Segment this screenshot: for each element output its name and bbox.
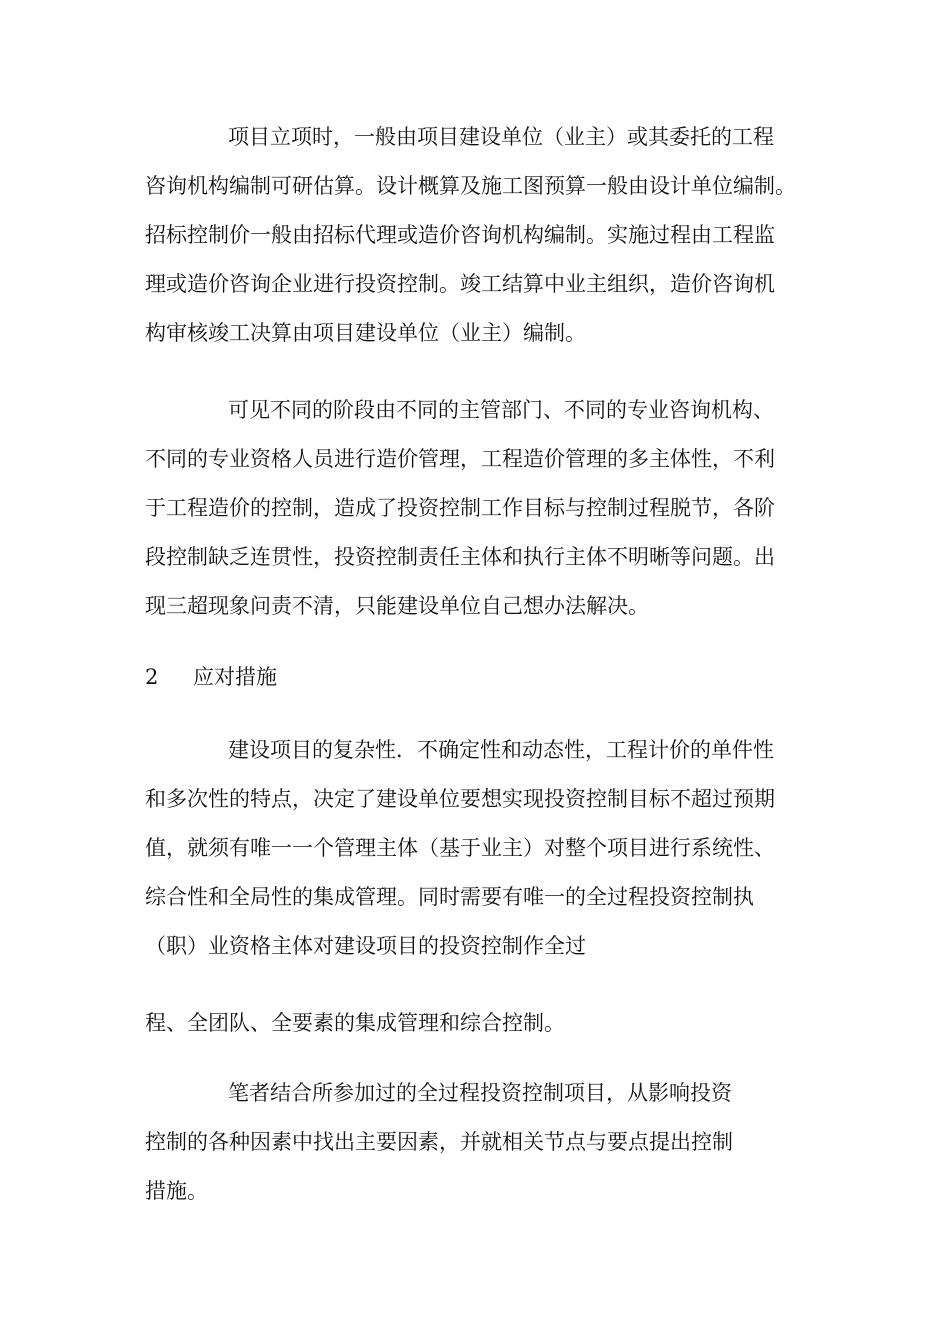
paragraph-3-line-1: 建设项目的复杂性．不确定性和动态性，工程计价的单件性 — [228, 738, 774, 762]
paragraph-1-line-5: 构审核竣工决算由项目建设单位（业主）编制。 — [145, 321, 586, 345]
paragraph-5-line-2: 控制的各种因素中找出主要因素，并就相关节点与要点提出控制 — [145, 1130, 733, 1154]
paragraph-5-line-3: 措施。 — [145, 1179, 208, 1203]
paragraph-1-line-1: 项目立项时，一般由项目建设单位（业主）或其委托的工程 — [228, 125, 774, 149]
paragraph-2-line-1: 可见不同的阶段由不同的主管部门、不同的专业咨询机构、 — [228, 398, 774, 422]
paragraph-3-line-2: 和多次性的特点，决定了建设单位要想实现投资控制目标不超过预期 — [145, 787, 775, 811]
section-number: 2 — [145, 665, 159, 689]
paragraph-4-line-1: 程、全团队、全要素的集成管理和综合控制。 — [145, 1011, 565, 1035]
paragraph-2-line-5: 现三超现象问责不清，只能建设单位自己想办法解决。 — [145, 594, 649, 618]
paragraph-5-line-1: 笔者结合所参加过的全过程投资控制项目，从影响投资 — [228, 1081, 732, 1105]
paragraph-2-line-4: 段控制缺乏连贯性，投资控制责任主体和执行主体不明晰等问题。出 — [145, 545, 775, 569]
paragraph-2-line-2: 不同的专业资格人员进行造价管理，工程造价管理的多主体性，不利 — [145, 447, 775, 471]
paragraph-3-line-3: 值，就须有唯一一个管理主体（基于业主）对整个项目进行系统性、 — [145, 836, 775, 860]
paragraph-1-line-4: 理或造价咨询企业进行投资控制。竣工结算中业主组织，造价咨询机 — [145, 272, 775, 296]
paragraph-1-line-3: 招标控制价一般由招标代理或造价咨询机构编制。实施过程由工程监 — [145, 223, 775, 247]
paragraph-1-line-2: 咨询机构编制可研估算。设计概算及施工图预算一般由设计单位编制。 — [145, 174, 796, 198]
paragraph-2-line-3: 于工程造价的控制，造成了投资控制工作目标与控制过程脱节，各阶 — [145, 496, 775, 520]
paragraph-3-line-4: 综合性和全局性的集成管理。同时需要有唯一的全过程投资控制执 — [145, 885, 754, 909]
section-title: 应对措施 — [193, 665, 277, 689]
paragraph-3-line-5: （职）业资格主体对建设项目的投资控制作全过 — [145, 934, 586, 958]
